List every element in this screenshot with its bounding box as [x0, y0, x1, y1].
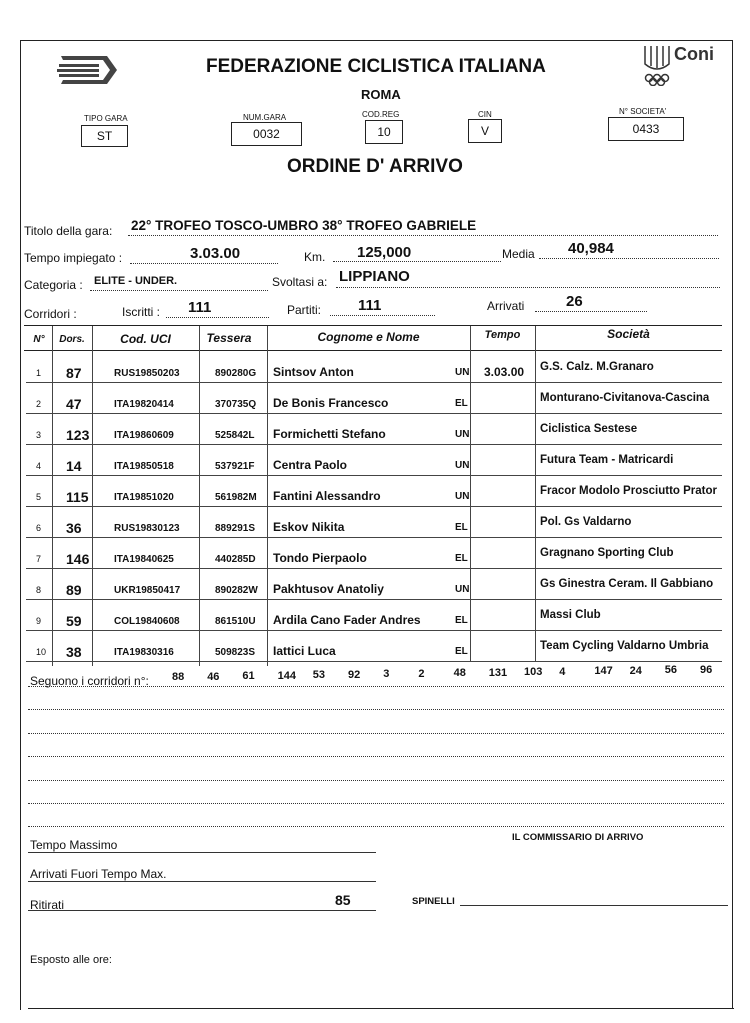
row-divider: [26, 475, 722, 476]
cell-tessera: 889291S: [215, 523, 256, 534]
arrivati-value: 26: [566, 293, 583, 310]
cell-nome: Ardila Cano Fader Andres: [273, 613, 421, 627]
commissario-label: IL COMMISSARIO DI ARRIVO: [512, 832, 644, 843]
cell-cat: EL: [455, 398, 468, 409]
tempo-line: [130, 263, 278, 264]
cell-dors: 36: [66, 520, 82, 536]
iscritti-label: Iscritti :: [122, 305, 160, 319]
cell-dors: 115: [66, 489, 89, 505]
col-sep-5: [470, 326, 471, 662]
coni-logo: [640, 40, 720, 86]
cell-tessera: 537921F: [215, 461, 255, 472]
tempo-value: 3.03.00: [190, 245, 241, 262]
fci-logo-icon: [55, 52, 121, 88]
n-societa-box: 0433: [608, 117, 684, 141]
ritirati-value: 85: [335, 892, 351, 908]
cell-dors: 146: [66, 551, 90, 567]
cell-dors: 87: [66, 365, 82, 381]
cell-cat: EL: [455, 553, 468, 564]
arrivati-line: [535, 311, 647, 312]
cell-societa: Massi Club: [540, 609, 601, 621]
col-sep-4: [267, 326, 268, 666]
city-label: ROMA: [361, 87, 401, 102]
media-label: Media: [502, 247, 535, 261]
cell-pos: 7: [36, 554, 42, 564]
follower-number: 3: [383, 668, 390, 680]
cell-tessera: 440285D: [215, 554, 256, 565]
ritirati-line: [28, 910, 376, 911]
partiti-line: [330, 315, 435, 316]
svoltasi-value: LIPPIANO: [339, 268, 410, 285]
commissario-line: [460, 905, 728, 906]
cell-nome: Eskov Nikita: [273, 520, 345, 534]
cell-tessera: 525842L: [215, 430, 255, 441]
arrivati-fuori-label: Arrivati Fuori Tempo Max.: [30, 867, 167, 881]
cell-societa: Monturano-Civitanova-Cascina: [540, 392, 710, 404]
svoltasi-line: [336, 287, 720, 288]
cell-tessera: 370735Q: [215, 399, 257, 410]
cell-cat: UN: [455, 429, 470, 440]
cell-nome: Iattici Luca: [273, 644, 336, 658]
arrivati-fuori-line: [28, 881, 376, 882]
row-divider: [26, 506, 722, 507]
row-divider: [26, 661, 722, 662]
cell-tessera: 890282W: [215, 585, 258, 596]
follow-line-5: [28, 780, 724, 781]
cell-uci: ITA19860609: [114, 430, 174, 441]
cell-pos: 3: [36, 430, 42, 440]
header-tessera: Tessera: [206, 331, 252, 345]
titolo-value: 22° TROFEO TOSCO-UMBRO 38° TROFEO GABRIELE: [131, 218, 477, 233]
cell-nome: Formichetti Stefano: [273, 427, 386, 441]
cell-pos: 6: [36, 523, 42, 533]
cin-label: CIN: [478, 110, 492, 119]
follow-line-7: [28, 826, 724, 827]
tempo-label: Tempo impiegato :: [24, 251, 123, 265]
cell-societa: Pol. Gs Valdarno: [540, 516, 632, 528]
cell-dors: 59: [66, 613, 82, 629]
follower-number: 2: [418, 667, 425, 680]
cell-dors: 89: [66, 582, 82, 598]
cell-uci: ITA19830316: [114, 647, 174, 658]
follower-number: 103: [524, 666, 543, 678]
cell-nome: Pakhtusov Anatoliy: [273, 582, 384, 596]
cell-tessera: 890280G: [215, 368, 257, 379]
km-label: Km.: [304, 250, 326, 264]
cell-pos: 1: [36, 368, 42, 378]
follower-number: 24: [629, 664, 642, 677]
cell-uci: ITA19840625: [114, 554, 174, 565]
cell-pos: 2: [36, 399, 42, 409]
row-divider: [26, 599, 722, 600]
cell-uci: UKR19850417: [114, 585, 181, 596]
col-sep-6: [535, 326, 536, 662]
cell-cat: UN: [455, 491, 470, 502]
cell-societa: G.S. Calz. M.Granaro: [540, 361, 654, 373]
cell-nome: Sintsov Anton: [273, 365, 354, 379]
follower-number: 96: [700, 663, 713, 676]
follower-number: 46: [207, 670, 220, 683]
cell-uci: ITA19820414: [114, 399, 174, 410]
follower-number: 4: [559, 665, 566, 678]
categoria-label: Categoria :: [24, 278, 83, 292]
cell-uci: ITA19850518: [114, 461, 174, 472]
col-sep-2: [92, 326, 93, 666]
cell-cat: UN: [455, 367, 470, 378]
follower-number: 131: [488, 666, 508, 679]
num-gara-box: 0032: [231, 122, 302, 146]
cell-dors: 38: [66, 644, 82, 660]
row-divider: [26, 630, 722, 631]
esposto-label: Esposto alle ore:: [30, 954, 112, 966]
titolo-line: [128, 235, 718, 236]
titolo-label: Titolo della gara:: [24, 224, 113, 238]
row-divider: [26, 413, 722, 414]
follower-number: 88: [172, 671, 185, 683]
ritirati-label: Ritirati: [30, 898, 65, 912]
header-pos: N°: [33, 334, 45, 345]
cod-reg-label: COD.REG: [362, 110, 400, 119]
form-border-right: [732, 40, 733, 1008]
table-header-line: [24, 350, 722, 351]
col-sep-1: [52, 326, 53, 666]
tipo-gara-box: ST: [81, 125, 128, 147]
header-societa: Società: [607, 327, 650, 341]
cell-tessera: 561982M: [215, 492, 257, 503]
cin-box: V: [468, 119, 502, 143]
document-title: ORDINE D' ARRIVO: [287, 156, 463, 177]
cell-dors: 47: [66, 396, 82, 412]
follower-number: 53: [312, 669, 326, 681]
cell-societa: Ciclistica Sestese: [540, 423, 638, 435]
tempo-massimo-line: [28, 852, 376, 853]
cell-nome: Fantini Alessandro: [273, 489, 381, 503]
cell-tessera: 861510U: [215, 616, 256, 627]
cell-tessera: 509823S: [215, 647, 256, 658]
follower-number: 147: [594, 665, 613, 677]
cell-cat: UN: [455, 460, 470, 471]
categoria-value: ELITE - UNDER.: [94, 275, 178, 287]
categoria-line: [90, 290, 268, 291]
follower-number: 92: [348, 668, 361, 681]
follow-line-3: [28, 733, 724, 734]
federation-title: FEDERAZIONE CICLISTICA ITALIANA: [206, 56, 546, 77]
cell-cat: EL: [455, 615, 468, 626]
follow-line-2: [28, 709, 724, 710]
cell-dors: 123: [66, 427, 90, 443]
cell-uci: RUS19850203: [114, 368, 180, 379]
tempo-massimo-label: Tempo Massimo: [30, 838, 118, 852]
coni-text: Coni: [674, 44, 714, 64]
cell-pos: 8: [36, 585, 42, 595]
tipo-gara-label: TIPO GARA: [84, 114, 128, 123]
cell-cat: UN: [455, 584, 470, 595]
cell-uci: COL19840608: [114, 616, 180, 627]
follow-line-1: [28, 686, 724, 687]
svoltasi-label: Svoltasi a:: [272, 275, 328, 289]
cell-pos: 9: [36, 616, 42, 626]
cell-societa: Gs Ginestra Ceram. Il Gabbiano: [540, 578, 714, 590]
form-border-top: [20, 40, 732, 41]
media-value: 40,984: [568, 240, 614, 257]
col-sep-3: [199, 326, 200, 666]
cell-pos: 10: [36, 647, 47, 657]
cell-dors: 14: [66, 458, 82, 474]
header-dors: Dors.: [59, 334, 85, 345]
header-tempo: Tempo: [484, 329, 521, 341]
cell-societa: Gragnano Sporting Club: [540, 547, 674, 559]
cell-societa: Futura Team - Matricardi: [540, 454, 674, 466]
partiti-label: Partiti:: [287, 303, 322, 317]
cell-pos: 5: [36, 492, 42, 502]
cell-cat: EL: [455, 522, 468, 533]
coni-emblem-icon: [640, 42, 674, 86]
km-line: [333, 261, 501, 262]
cell-societa: Team Cycling Valdarno Umbria: [540, 640, 709, 652]
cell-uci: RUS19830123: [114, 523, 180, 534]
media-line: [539, 258, 719, 259]
cell-uci: ITA19851020: [114, 492, 174, 503]
header-nome: Cognome e Nome: [317, 330, 420, 344]
partiti-value: 111: [358, 297, 382, 314]
header-uci: Cod. UCI: [120, 332, 171, 346]
cell-tempo: 3.03.00: [484, 365, 525, 379]
row-divider: [26, 537, 722, 538]
km-value: 125,000: [357, 244, 412, 261]
follow-line-4: [28, 756, 724, 757]
cell-societa: Fracor Modolo Prosciutto Prator: [540, 485, 717, 497]
cell-nome: Centra Paolo: [273, 458, 348, 472]
n-societa-label: N° SOCIETA': [619, 107, 667, 116]
commissario-name: SPINELLI: [412, 896, 455, 907]
follower-number: 56: [664, 664, 678, 676]
row-divider: [26, 382, 722, 383]
form-border-left: [20, 40, 21, 1010]
row-divider: [26, 444, 722, 445]
follower-number: 61: [242, 670, 255, 682]
follow-line-6: [28, 803, 724, 804]
followers-label: Seguono i corridori n°:: [30, 674, 149, 688]
cell-nome: De Bonis Francesco: [273, 396, 389, 410]
row-divider: [26, 568, 722, 569]
follower-number: 48: [453, 667, 466, 679]
cell-cat: EL: [455, 646, 468, 657]
iscritti-line: [166, 317, 269, 318]
follower-number: 144: [277, 669, 296, 682]
cod-reg-box: 10: [365, 120, 403, 144]
iscritti-value: 111: [188, 299, 212, 316]
arrivati-label: Arrivati: [487, 299, 525, 313]
cell-nome: Tondo Pierpaolo: [273, 551, 367, 565]
num-gara-label: NUM.GARA: [243, 113, 287, 122]
table-top-line: [24, 325, 722, 326]
corridori-label: Corridori :: [24, 307, 77, 321]
cell-pos: 4: [36, 461, 42, 471]
form-border-bottom: [28, 1008, 734, 1009]
